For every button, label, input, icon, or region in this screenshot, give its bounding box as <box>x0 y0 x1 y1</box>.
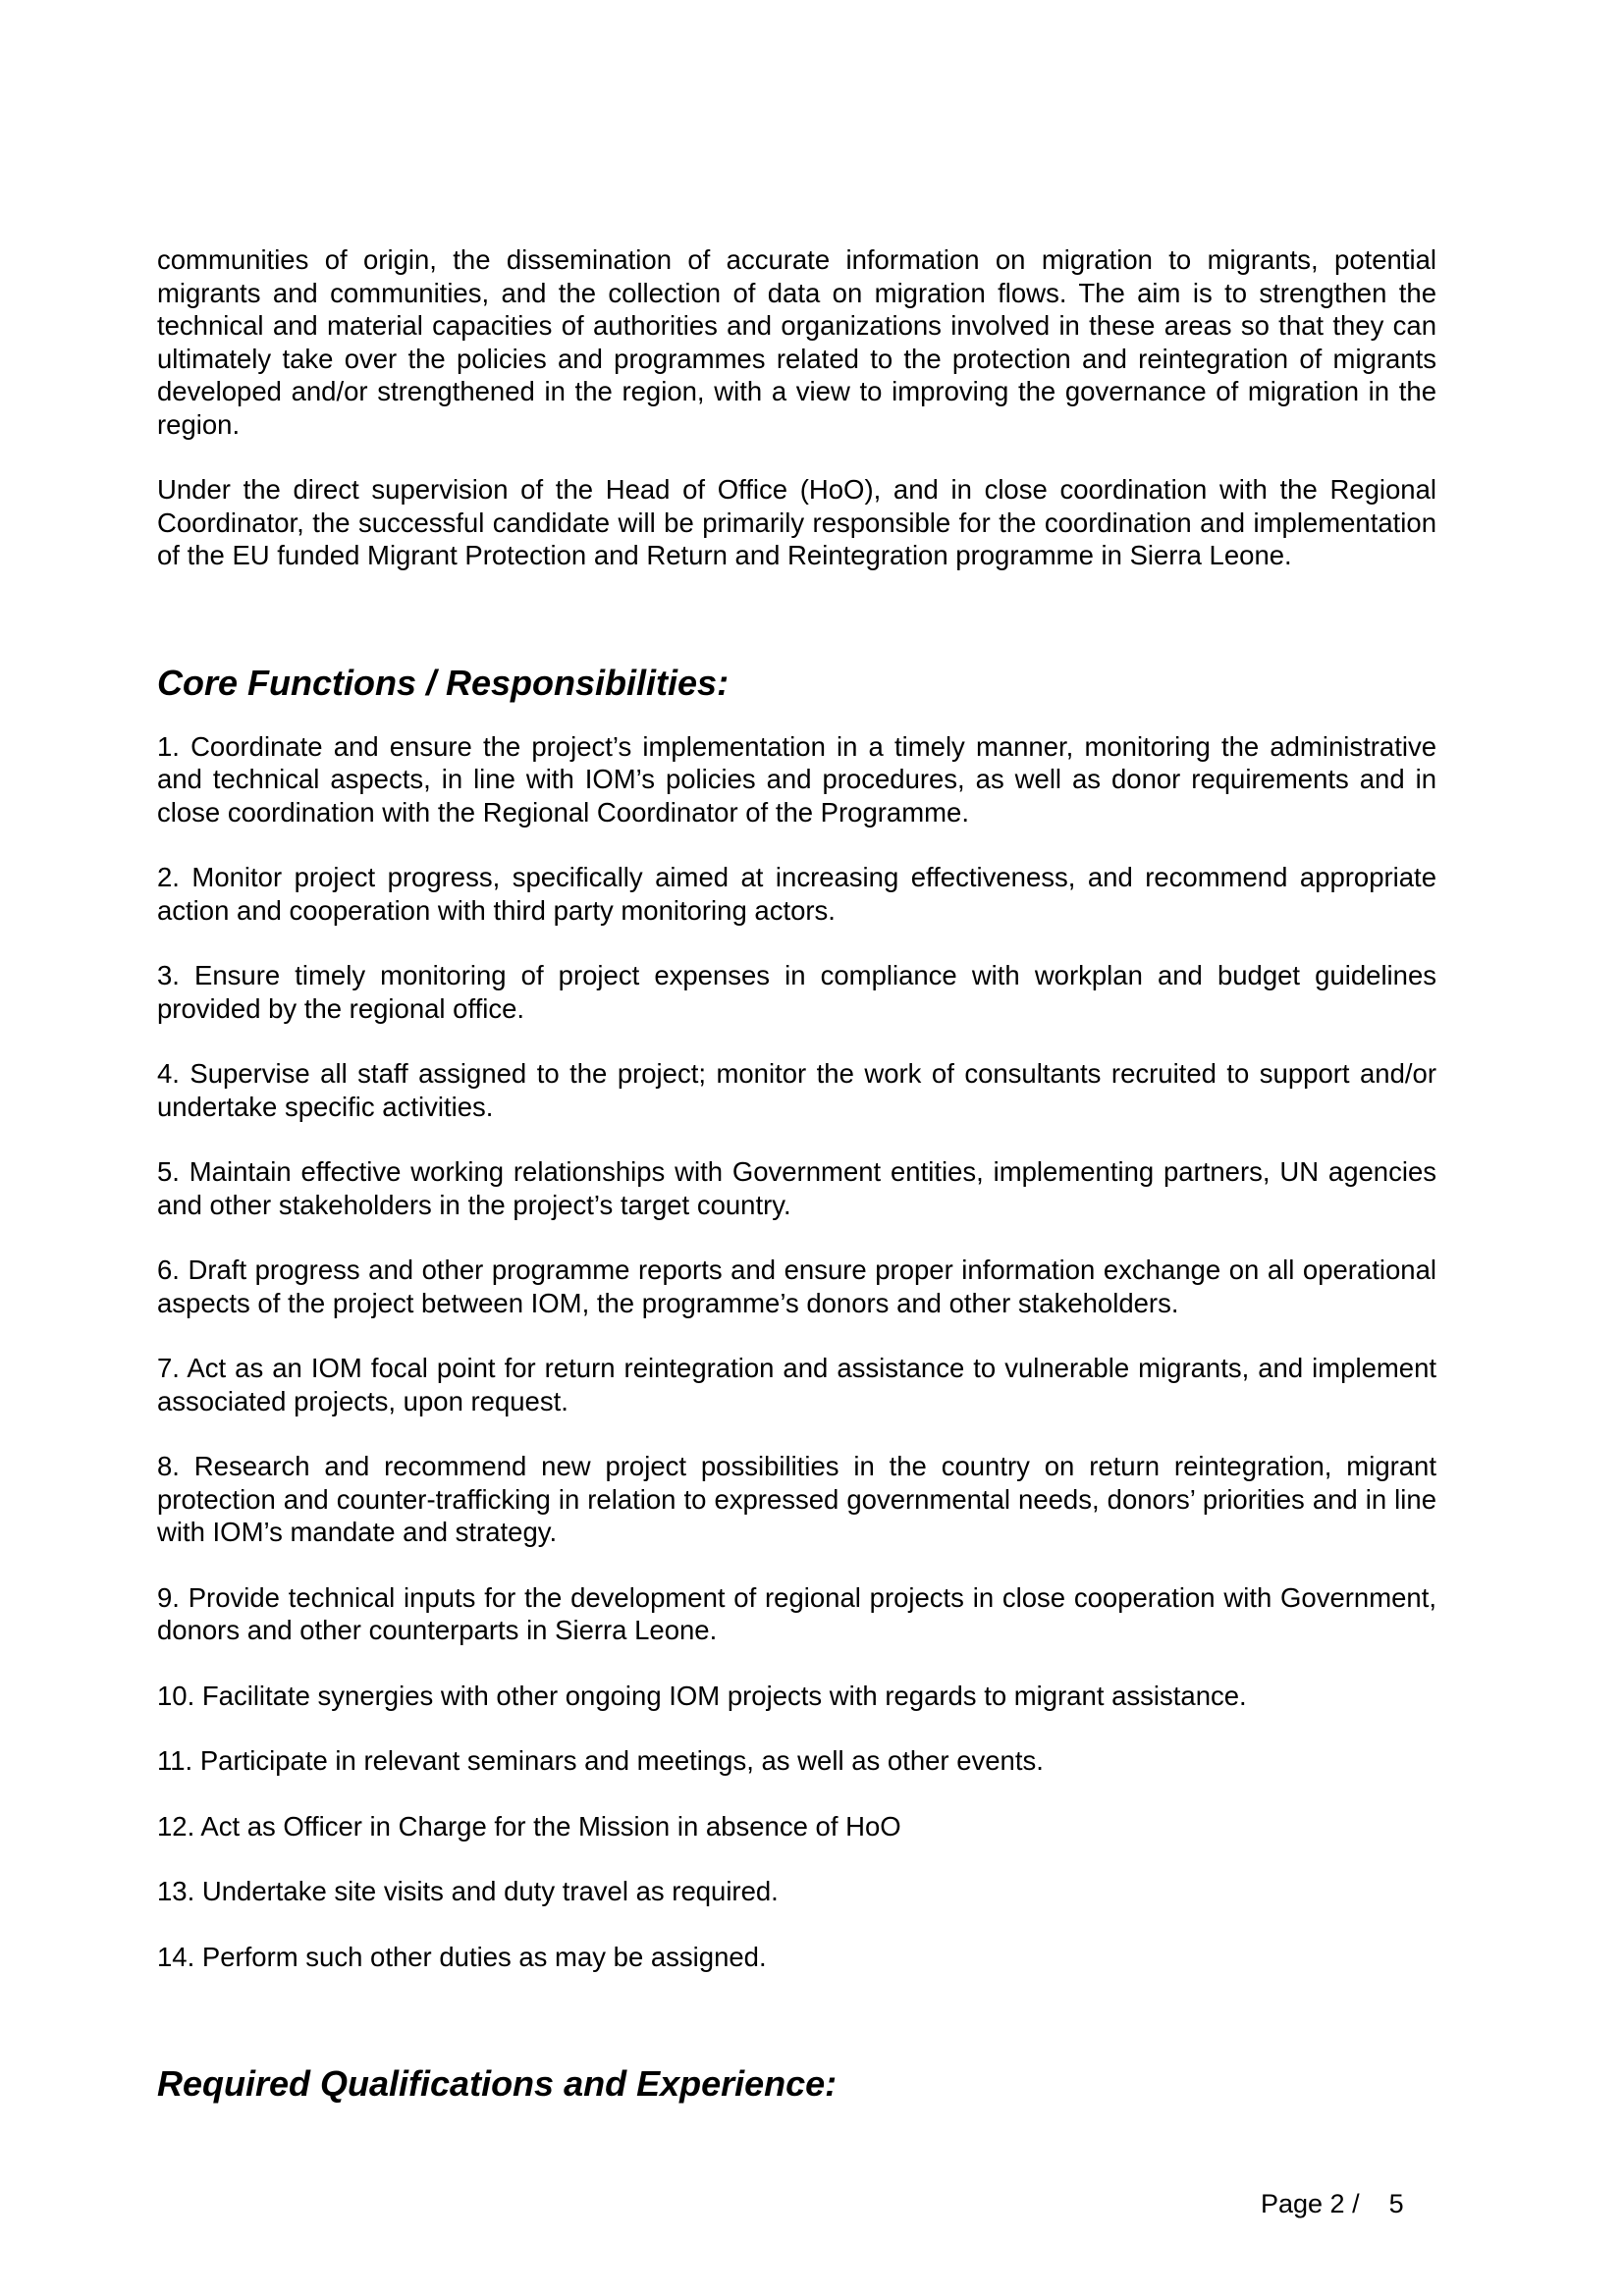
qualifications-heading: Required Qualifications and Experience: <box>157 2063 838 2104</box>
list-item: 11. Participate in relevant seminars and meetings, as well as other events. <box>157 1745 1044 1776</box>
core-functions-heading: Core Functions / Responsibilities: <box>157 662 730 703</box>
list-item: 7. Act as an IOM focal point for return reintegration and assistance to vulnerable migrants, and implement associated projects, upon request. <box>157 1353 1436 1416</box>
list-item: 2. Monitor project progress, specifically aimed at increasing effectiveness, and recommend appropriate action and cooperation with third party monitoring actors. <box>157 862 1436 926</box>
document-body <box>157 243 1436 2131</box>
list-item: 8. Research and recommend new project possibilities in the country on return reintegration, migrant protection and counter-trafficking in relation to expressed governmental needs, donors’ priorities and in line with IOM’s mandate and strategy. <box>157 1451 1436 1547</box>
list-item: 10. Facilitate synergies with other ongoing IOM projects with regards to migrant assistance. <box>157 1680 1247 1711</box>
list-item: 1. Coordinate and ensure the project’s implementation in a timely manner, monitoring the administrative and technical aspects, in line with IOM’s policies and procedures, as well as donor requirements and in close coordination with the Regional Coordinator of the Programme. <box>157 730 1436 828</box>
list-item: 9. Provide technical inputs for the development of regional projects in close cooperation with Government, donors and other counterparts in Sierra Leone. <box>157 1581 1436 1645</box>
list-item: 12. Act as Officer in Charge for the Mission in absence of HoO <box>157 1810 901 1842</box>
list-item: 13. Undertake site visits and duty travel as required. <box>157 1876 779 1906</box>
page-number: Page 2 / 5 <box>1261 2189 1404 2218</box>
intro-paragraph-1: communities of origin, the dissemination of accurate information on migration to migrants, potential migrants and communities, and the collection of data on migration flows. The aim is to strengthen the technical and material capacities of authorities and organizations involved in these areas so that they can ultimately take over the policies and programmes related to the protection and reintegration of migrants developed and/or strengthened in the region, with a view to improving the governance of migration in the region. <box>157 244 1436 440</box>
list-item: 14. Perform such other duties as may be assigned. <box>157 1941 767 1972</box>
intro-paragraph-2: Under the direct supervision of the Head of Office (HoO), and in close coordination with the Regional Coordinator, the successful candidate will be primarily responsible for the coordination and implementation of the EU funded Migrant Protection and Return and Reintegration programme in Sierra Leone. <box>157 474 1436 570</box>
list-item: 6. Draft progress and other programme reports and ensure proper information exchange on all operational aspects of the project between IOM, the programme’s donors and other stakeholders. <box>157 1255 1436 1318</box>
list-item: 3. Ensure timely monitoring of project expenses in compliance with workplan and budget guidelines provided by the regional office. <box>157 960 1436 1024</box>
list-item: 4. Supervise all staff assigned to the project; monitor the work of consultants recruited to support and/or undertake specific activities. <box>157 1058 1436 1122</box>
core-functions-list <box>157 730 1436 1974</box>
list-item: 5. Maintain effective working relationships with Government entities, implementing partners, UN agencies and other stakeholders in the project’s target country. <box>157 1156 1436 1220</box>
